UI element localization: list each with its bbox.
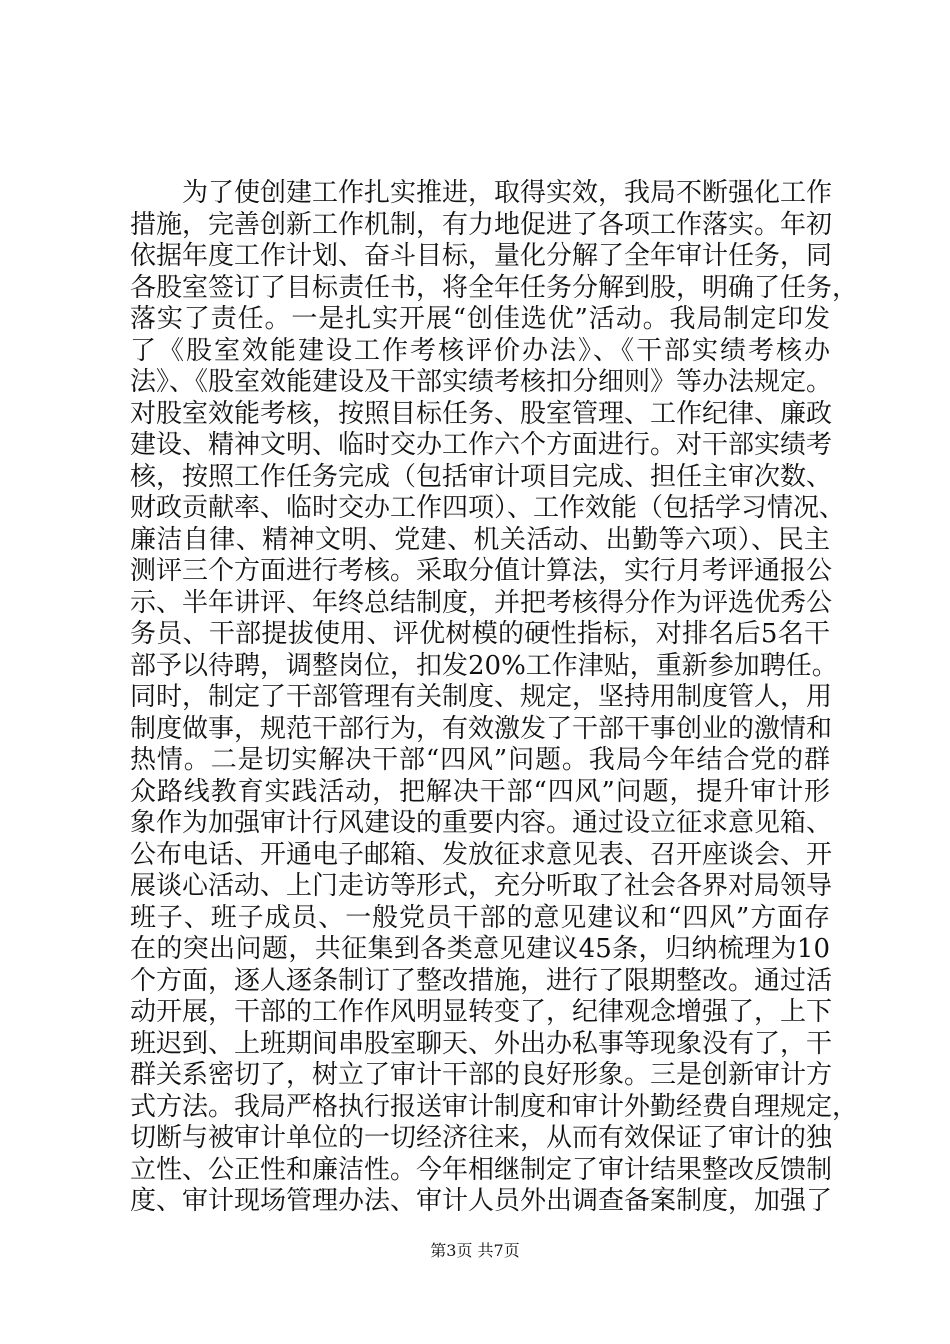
paragraph-line: 个方面，逐人逐条制订了整改措施，进行了限期整改。通过活: [130, 965, 833, 996]
paragraph-line: 象作为加强审计行风建设的重要内容。通过设立征求意见箱、: [130, 808, 833, 838]
paragraph-line: 了《股室效能建设工作考核评价办法》、《干部实绩考核办: [130, 335, 830, 366]
paragraph-line: 建设、精神文明、临时交办工作六个方面进行。对干部实绩考: [130, 430, 833, 460]
paragraph-line: 依据年度工作计划、奋斗目标，量化分解了全年审计任务，同: [130, 241, 833, 271]
paragraph-line: 示、半年讲评、年终总结制度，并把考核得分作为评选优秀公: [130, 587, 833, 618]
paragraph-line: 动开展，干部的工作作风明显转变了，纪律观念增强了，上下: [130, 997, 833, 1027]
paragraph-line: 热情。二是切实解决干部“四风”问题。我局今年结合党的群: [130, 745, 830, 775]
paragraph-line: 班子、班子成员、一般党员干部的意见建议和“四风”方面存: [130, 902, 830, 933]
paragraph-line: 展谈心活动、上门走访等形式，充分听取了社会各界对局领导: [130, 871, 833, 901]
paragraph-line: 核，按照工作任务完成（包括审计项目完成、担任主审次数、: [130, 461, 833, 492]
paragraph-line: 制度做事，规范干部行为，有效激发了干部干事创业的激情和: [130, 713, 833, 744]
page-footer: [0, 1238, 950, 1261]
paragraph-line: 式方法。我局严格执行报送审计制度和审计外勤经费自理规定，: [130, 1091, 859, 1122]
paragraph-line: 部予以待聘，调整岗位，扣发20%工作津贴，重新参加聘任。: [130, 650, 838, 681]
page-number-label: 第3页 共7页: [430, 1241, 520, 1260]
paragraph-line: 在的突出问题，共征集到各类意见建议45条，归纳梳理为10: [130, 934, 830, 964]
paragraph-line: 财政贡献率、临时交办工作四项）、工作效能（包括学习情况、: [130, 493, 846, 523]
paragraph-line: 落实了责任。一是扎实开展“创佳选优”活动。我局制定印发: [130, 304, 830, 334]
paragraph-line: 措施，完善创新工作机制，有力地促进了各项工作落实。年初: [130, 209, 833, 240]
paragraph-line: 务员、干部提拔使用、评优树模的硬性指标，对排名后5名干: [130, 619, 830, 649]
paragraph-line: 班迟到、上班期间串股室聊天、外出办私事等现象没有了，干: [130, 1028, 833, 1059]
paragraph-line: 为了使创建工作扎实推进，取得实效，我局不断强化工作: [182, 178, 833, 208]
paragraph-line: 立性、公正性和廉洁性。今年相继制定了审计结果整改反馈制: [130, 1154, 833, 1185]
paragraph-line: 各股室签订了目标责任书，将全年任务分解到股，明确了任务，: [130, 272, 859, 303]
paragraph-line: 度、审计现场管理办法、审计人员外出调查备案制度，加强了: [130, 1186, 833, 1216]
body-paragraph: [130, 178, 859, 1218]
paragraph-line: 对股室效能考核，按照目标任务、股室管理、工作纪律、廉政: [130, 398, 833, 429]
paragraph-line: 群关系密切了，树立了审计干部的良好形象。三是创新审计方: [130, 1060, 833, 1090]
paragraph-line: 廉洁自律、精神文明、党建、机关活动、出勤等六项）、民主: [130, 524, 830, 555]
paragraph-line: 法》、《股室效能建设及干部实绩考核扣分细则》等办法规定。: [130, 367, 833, 397]
paragraph-line: 测评三个方面进行考核。采取分值计算法，实行月考评通报公: [130, 556, 833, 586]
paragraph-line: 切断与被审计单位的一切经济往来，从而有效保证了审计的独: [130, 1123, 833, 1153]
paragraph-line: 同时，制定了干部管理有关制度、规定，坚持用制度管人，用: [130, 682, 833, 712]
paragraph-line: 公布电话、开通电子邮箱、发放征求意见表、召开座谈会、开: [130, 839, 833, 870]
paragraph-line: 众路线教育实践活动，把解决干部“四风”问题，提升审计形: [130, 776, 830, 807]
